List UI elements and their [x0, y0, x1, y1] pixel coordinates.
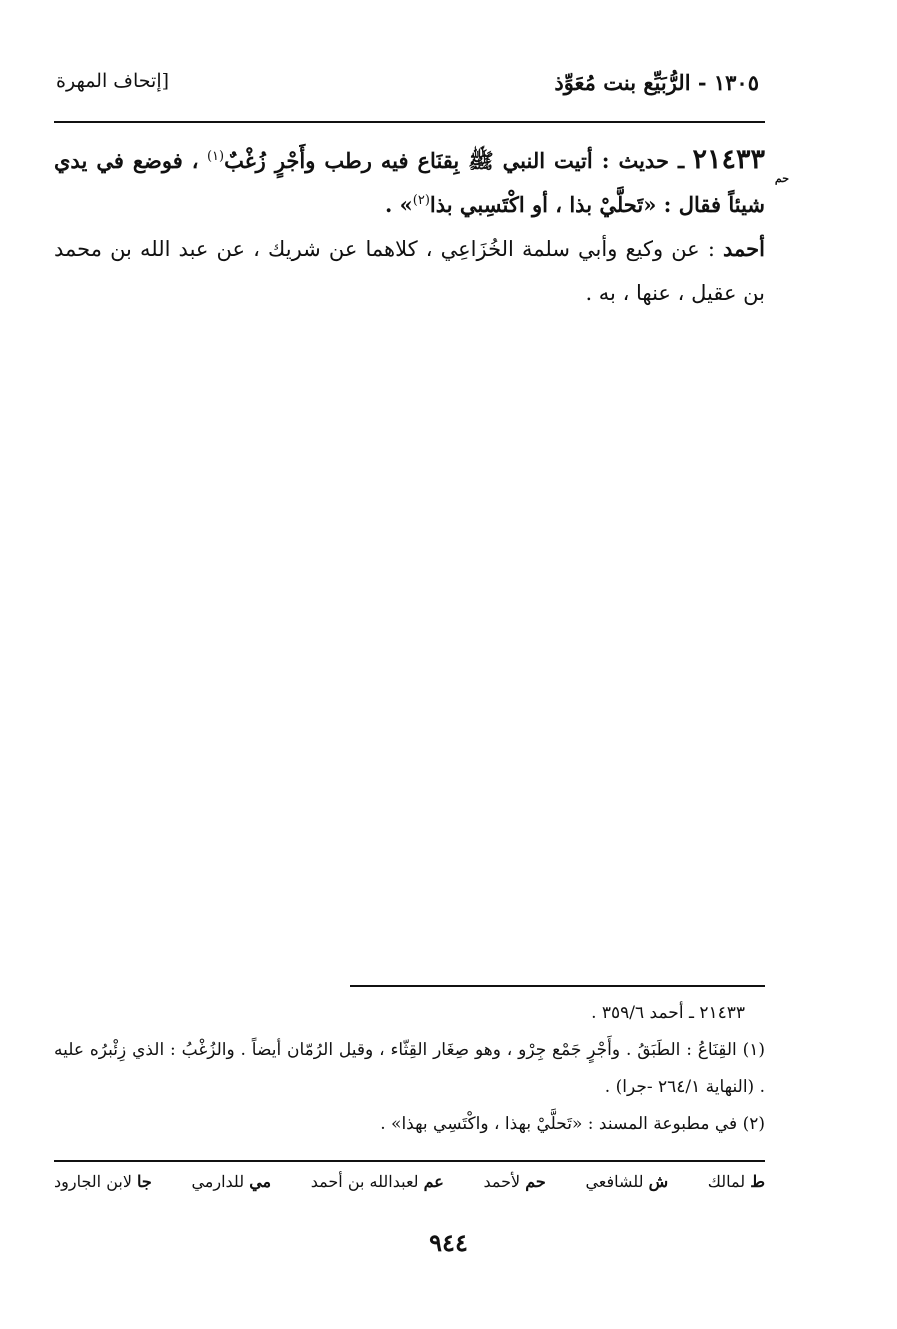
- isnad-label: أحمد: [723, 236, 765, 261]
- key-item: [484, 1172, 546, 1191]
- footnote-divider: [350, 985, 765, 987]
- key-code: ط: [750, 1172, 765, 1191]
- key-label: لمالك: [707, 1172, 746, 1191]
- hadith-text-continued: ، فوضع في يدي شيئاً فقال : «تَحلَّيْ بذا ، أو اكْتَسِبي بذا: [54, 148, 765, 217]
- hadith-paragraph: [54, 138, 765, 227]
- source-siglum: حم: [774, 172, 789, 185]
- key-label: لأحمد: [483, 1172, 521, 1191]
- hadith-number: ٢١٤٣٣: [692, 144, 765, 175]
- key-item: [54, 1172, 152, 1191]
- key-code: مي: [249, 1172, 272, 1191]
- key-item: [708, 1172, 765, 1191]
- key-code: حم: [525, 1172, 546, 1191]
- isnad-paragraph: [54, 227, 765, 315]
- hadith-text-end: » .: [385, 192, 413, 217]
- key-code: ش: [648, 1172, 669, 1191]
- key-item: [191, 1172, 271, 1191]
- key-label: للدارمي: [191, 1172, 245, 1191]
- key-label: لعبدالله بن أحمد: [310, 1172, 419, 1191]
- page-number: ٩٤٤: [429, 1228, 468, 1257]
- key-code: عم: [423, 1172, 444, 1191]
- key-label: لابن الجارود: [54, 1172, 132, 1191]
- header-divider: [54, 121, 765, 123]
- key-label: للشافعي: [585, 1172, 644, 1191]
- running-title: ١٣٠٥ - الرُّبَيِّع بنت مُعَوِّذ: [554, 70, 759, 95]
- footnotes: [54, 995, 765, 1143]
- abbreviations-key: [54, 1172, 765, 1191]
- footnote-ref-2: (٢): [412, 193, 430, 208]
- book-title: [إتحاف المهرة: [56, 70, 170, 92]
- footnote-1: (١) القِنَاعُ : الطَبَقُ . وأَجْرٍ جَمْع جِرْو ، وهو صِغَار القِثّاء ، وقيل الرُمّان أيضاً . والزُغْبُ : الذي زِئْبرُه عليه . (النهاية ٢٦٤/١ -جرا) .: [54, 1040, 765, 1097]
- key-item: [311, 1172, 444, 1191]
- key-divider: [54, 1160, 765, 1162]
- isnad-text: : عن وكيع وأبي سلمة الخُزَاعِي ، كلاهما عن شريك ، عن عبد الله بن محمد بن عقيل ، عنها ، به .: [54, 237, 765, 305]
- key-code: جا: [137, 1172, 152, 1191]
- footnote-2: (٢) في مطبوعة المسند : «تَحلَّيْ بهذا ، واكْتَسِي بهذا» .: [380, 1114, 765, 1134]
- key-item: [585, 1172, 668, 1191]
- main-text: [54, 138, 765, 315]
- hadith-text: ـ حديث : أتيت النبي ﷺ بِقنَاع فيه رطب وأَجْرٍ زُغْبٌ: [224, 148, 685, 173]
- footnote-reference: ٢١٤٣٣ ـ أحمد ٣٥٩/٦ .: [591, 1003, 745, 1023]
- footnote-ref-1: (١): [206, 149, 225, 164]
